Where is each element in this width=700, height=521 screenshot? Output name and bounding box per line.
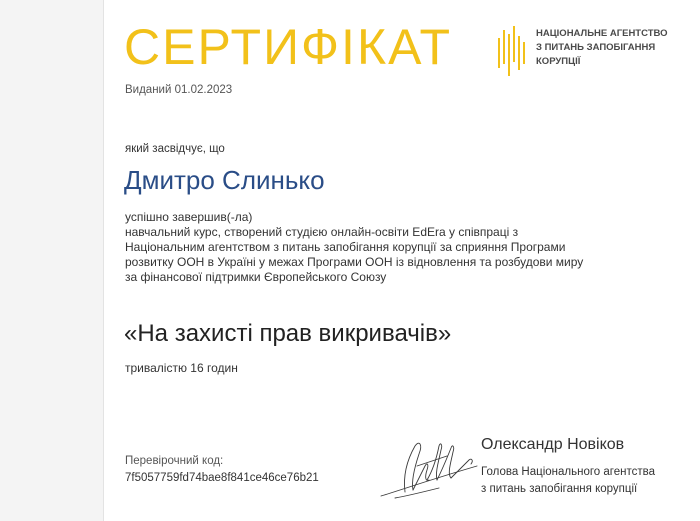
signer-title-line: з питань запобігання корупції bbox=[481, 483, 638, 495]
course-title: «На захисті прав викривачів» bbox=[124, 320, 452, 347]
body-line: успішно завершив(-ла) bbox=[125, 210, 253, 224]
recipient-name: Дмитро Слинько bbox=[124, 165, 325, 195]
signer-title bbox=[481, 464, 655, 498]
logo-line-3: КОРУПЦІЇ bbox=[536, 56, 581, 67]
issue-date: Виданий 01.02.2023 bbox=[125, 84, 233, 96]
body-line: розвитку ООН в Україні у межах Програми ООН із відновлення та розбудови миру bbox=[125, 255, 584, 269]
body-line: Національним агентством з питань запобігання корупції за сприяння Програми bbox=[125, 240, 566, 254]
nazk-logo bbox=[492, 22, 692, 80]
body-line: навчальний курс, створений студією онлайн-освіти EdEra у співпраці з bbox=[125, 225, 519, 239]
logo-line-1: НАЦІОНАЛЬНЕ АГЕНТСТВО bbox=[536, 28, 668, 39]
nazk-logo-text bbox=[536, 27, 668, 69]
body-line: за фінансової підтримки Європейського Союзу bbox=[125, 270, 387, 284]
handwritten-signature bbox=[377, 436, 483, 504]
course-duration: тривалістю 16 годин bbox=[125, 361, 238, 375]
verification-code[interactable]: 7f5057759fd74bae8f841ce46ce76b21 bbox=[125, 472, 319, 484]
nazk-lines-icon bbox=[496, 24, 526, 78]
logo-line-2: З ПИТАНЬ ЗАПОБІГАННЯ bbox=[536, 42, 656, 53]
certificate-title: СЕРТИФІКАТ bbox=[124, 19, 453, 75]
verification-code-label: Перевірочний код: bbox=[125, 455, 224, 467]
certificate-body bbox=[125, 210, 665, 285]
signer-title-line: Голова Національного агентства bbox=[481, 466, 655, 478]
certifies-text: який засвідчує, що bbox=[125, 143, 225, 155]
signer-name: Олександр Новіков bbox=[481, 436, 625, 453]
